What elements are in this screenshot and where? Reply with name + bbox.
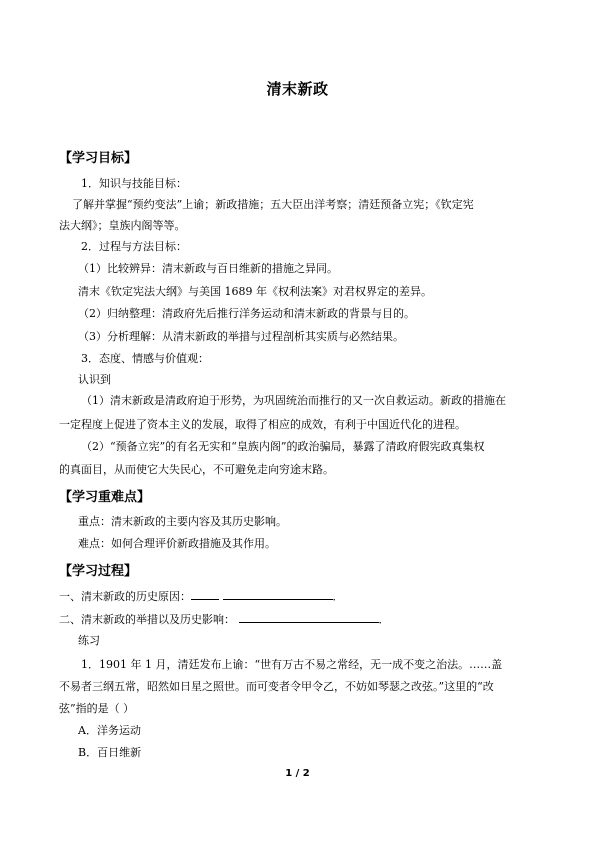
section-heading-keypoints: 【学习重难点】: [59, 490, 151, 505]
process-question-2: [59, 611, 390, 627]
process-question-1-text: 一、清末新政的历史原因：: [59, 590, 191, 603]
answer-blank-1b[interactable]: [223, 588, 333, 600]
goals-line-14: 的真面目，从而使它大失民心，不可避免走向穷途末路。: [59, 463, 334, 476]
keypoints-line-focus: 重点：清末新政的主要内容及其历史影响。: [78, 515, 287, 528]
process-question-2-text: 二、清末新政的举措以及历史影响：: [59, 613, 235, 626]
question-line-1: 1．1901 年 1 月，清廷发布上谕：“世有万古不易之常经，无一成不变之治法。……盖: [81, 658, 503, 671]
goals-line-7: （2）归纳整理：清政府先后推行洋务运动和清末新政的背景与目的。: [78, 307, 415, 320]
keypoints-line-difficulty: 难点：如何合理评价新政措施及其作用。: [78, 537, 276, 550]
section-heading-process: 【学习过程】: [59, 564, 138, 579]
answer-blank-1a[interactable]: [191, 588, 219, 600]
section-heading-goals: 【学习目标】: [59, 151, 138, 166]
goals-line-5: （1）比较辨异：清末新政与百日维新的措施之异同。: [78, 262, 338, 275]
process-question-2-end: ．: [378, 613, 390, 626]
page-title: 清末新政: [266, 80, 329, 98]
answer-blank-2[interactable]: [239, 611, 379, 623]
process-question-1-end: ．: [332, 590, 344, 603]
page-number: 1 / 2: [285, 768, 310, 779]
goals-line-10: 认识到: [78, 373, 111, 386]
practice-label: 练习: [78, 634, 100, 647]
goals-line-12: 一定程度上促进了资本主义的发展，取得了相应的成效，有利于中国近代化的进程。: [59, 418, 466, 431]
question-line-2: 不易者三纲五常，昭然如日星之照世。而可变者令甲令乙，不妨如琴瑟之改弦。”这里的“改: [59, 680, 494, 693]
question-line-3: 弦”指的是（ ）: [59, 702, 135, 715]
option-b: B．百日维新: [78, 746, 142, 759]
goals-line-1: 1．知识与技能目标：: [81, 177, 187, 190]
goals-line-13: （2）“预备立宪”的有名无实和“皇族内阁”的政治骗局，暴露了清政府假宪政真集权: [81, 440, 485, 453]
goals-line-8: （3）分析理解：从清末新政的举措与过程剖析其实质与必然结果。: [78, 330, 404, 343]
goals-line-9: 3．态度、情感与价值观：: [81, 352, 209, 365]
goals-line-4: 2．过程与方法目标：: [81, 240, 187, 253]
goals-line-6: 清末《钦定宪法大纲》与美国 1689 年《权利法案》对君权界定的差异。: [78, 285, 432, 298]
goals-line-3: 法大纲》；皇族内阁等等。: [59, 219, 186, 232]
option-a: A．洋务运动: [78, 724, 141, 737]
goals-line-2: 了解并掌握“预约变法”上谕；新政措施；五大臣出洋考察；清廷预备立宪；《钦定宪: [72, 198, 474, 211]
goals-line-11: （1）清末新政是清政府迫于形势，为巩固统治而推行的又一次自救运动。新政的措施在: [81, 394, 506, 407]
process-question-1: [59, 588, 344, 604]
